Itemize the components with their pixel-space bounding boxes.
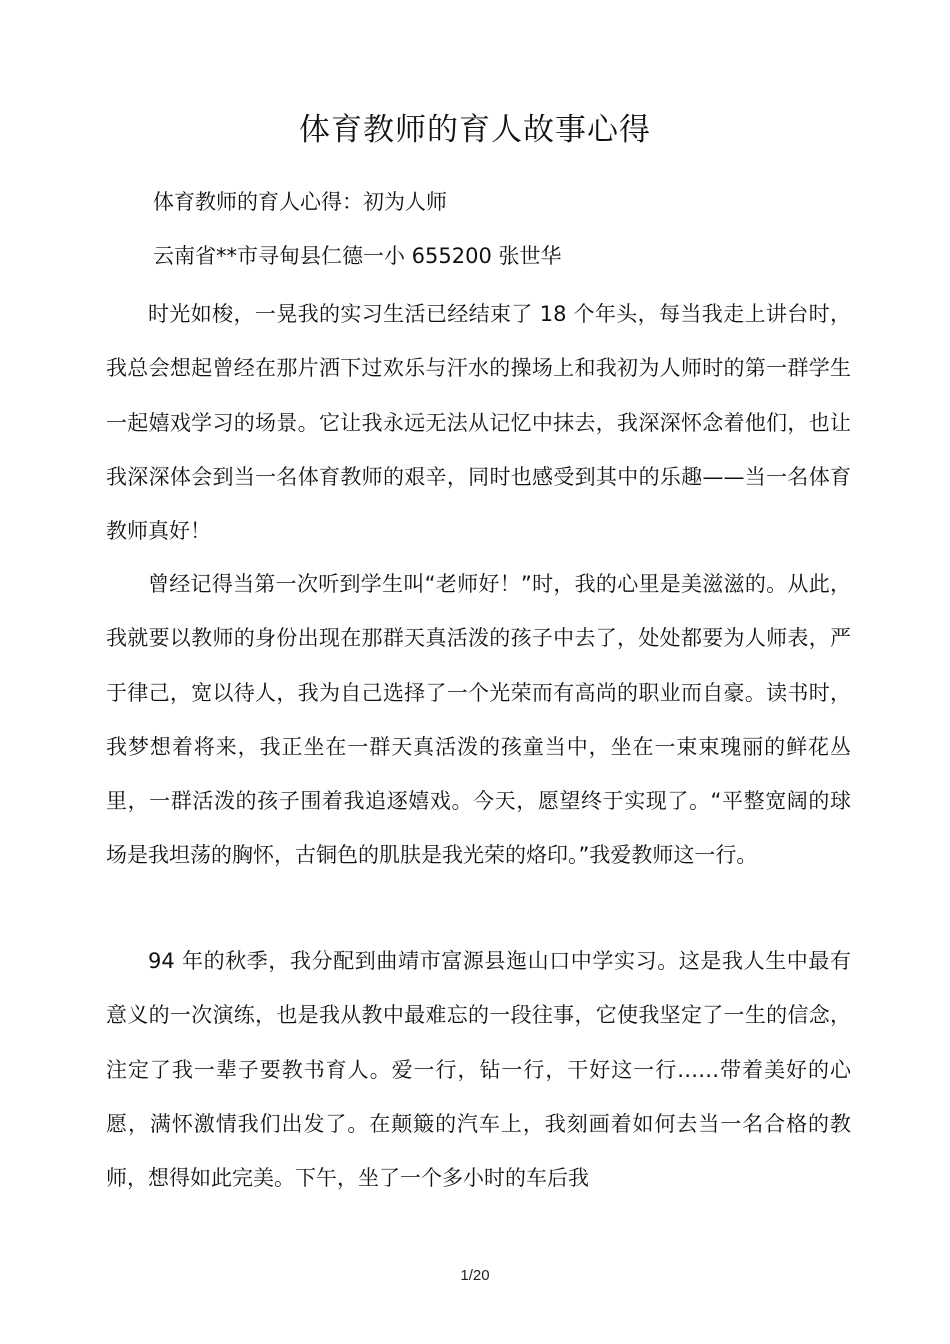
- author-line: 云南省**市寻甸县仁德一小 655200 张世华: [153, 244, 562, 268]
- page-number: 1/20: [460, 1267, 490, 1284]
- document-subtitle: 体育教师的育人心得：初为人师: [153, 190, 447, 214]
- document-title: 体育教师的育人故事心得: [299, 112, 651, 148]
- body-paragraph-2: 曾经记得当第一次听到学生叫“老师好！”时，我的心里是美滋滋的。从此，我就要以教师的身份出现在那群天真活泼的孩子中去了，处处都要为人师表，严于律己，宽以待人，我为自己选择了一个光荣而有高尚的职业而自豪。读书时，我梦想着将来，我正坐在一群天真活泼的孩童当中，坐在一束束瑰丽的鲜花丛里，一群活泼的孩子围着我追逐嬉戏。今天，愿望终于实现了。“平整宽阔的球场是我坦荡的胸怀，古铜色的肌肤是我光荣的烙印。”我爱教师这一行。: [106, 572, 851, 868]
- body-paragraph-1: 时光如梭，一晃我的实习生活已经结束了 18 个年头，每当我走上讲台时，我总会想起曾经在那片洒下过欢乐与汗水的操场上和我初为人师时的第一群学生一起嬉戏学习的场景。它让我永远无法从记忆中抹去，我深深怀念着他们，也让我深深体会到当一名体育教师的艰辛，同时也感受到其中的乐趣——当一名体育教师真好！: [106, 302, 851, 544]
- body-paragraph-3: 94 年的秋季，我分配到曲靖市富源县迤山口中学实习。这是我人生中最有意义的一次演练，也是我从教中最难忘的一段往事，它使我坚定了一生的信念，注定了我一辈子要教书育人。爱一行，钻一行，干好这一行……带着美好的心愿，满怀激情我们出发了。在颠簸的汽车上，我刻画着如何去当一名合格的教师，想得如此完美。下午，坐了一个多小时的车后我: [106, 949, 851, 1191]
